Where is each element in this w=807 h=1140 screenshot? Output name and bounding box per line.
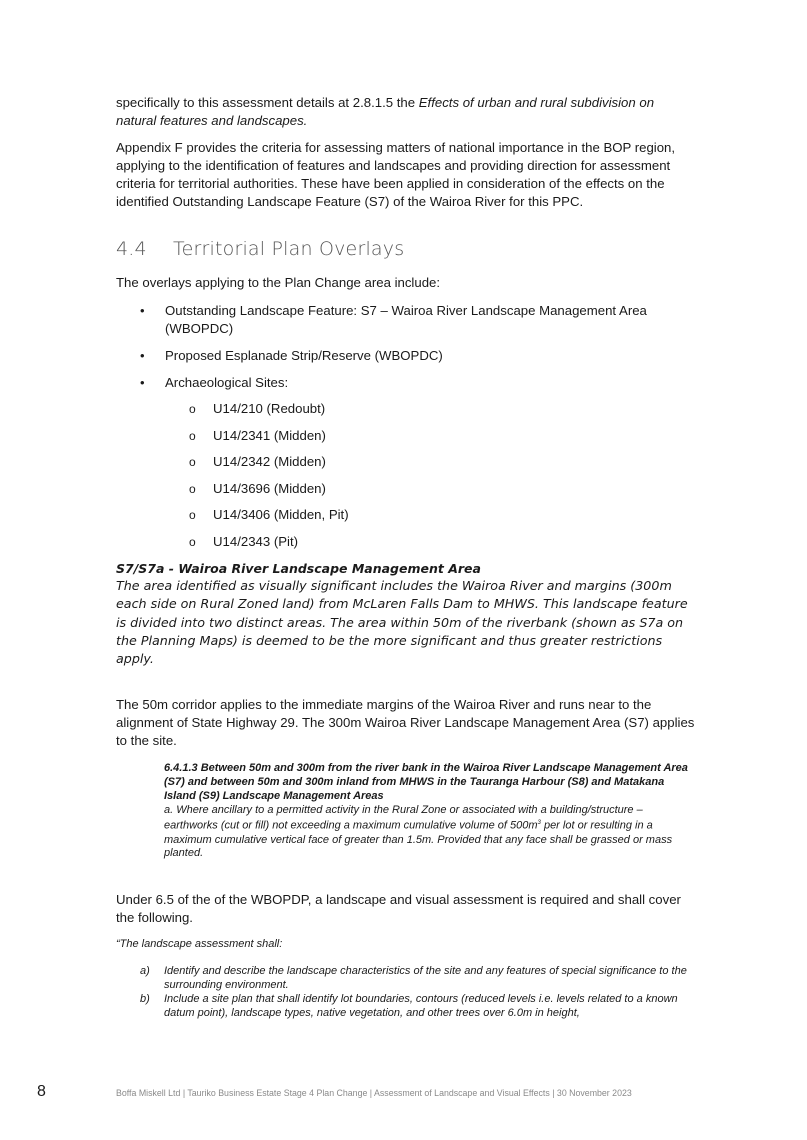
s7-body: The area identified as visually significant includes the Wairoa River and margins (300m each side on Rural Zoned land) from McLaren Falls Dam to MHWS. This landscape feature is divided into two distinct areas. The area within 50m of the riverbank (shown as S7a on the Planning Maps) is deemed to be the more significant and thus greater restrictions apply.: [116, 577, 688, 667]
page-footer: Boffa Miskell Ltd | Tauriko Business Estate Stage 4 Plan Change | Assessment of Landscape and Visual Effects | 30 November 2023: [116, 1088, 632, 1098]
rule-extract: [164, 762, 694, 861]
overlay-list: [116, 302, 696, 551]
criteria-item: b) Include a site plan that shall identify lot boundaries, contours (reduced levels i.e. levels related to a known datum point), landscape types, native vegetation, and other trees over 6.0m in height,: [140, 993, 678, 1019]
page-number: 8: [37, 1083, 46, 1100]
rule-heading: 6.4.1.3 Between 50m and 300m from the river bank in the Wairoa River Landscape Management Area (S7) and between 50m and 300m inland from MHWS in the Tauranga Harbour (S8) and Matakana Island (S9) Landscape Management Areas: [164, 762, 688, 802]
criteria-item: a) Identify and describe the landscape characteristics of the site and any features of special significance to the surrounding environment.: [140, 965, 687, 991]
rule-body: a. Where ancillary to a permitted activity in the Rural Zone or associated with a building/structure – earthworks (cut or fill) not exceeding a maximum cumulative volume of $500m^3$ per lot or resulting in a maximum cumulative vertical face of greater than 1.5m. Provided that any face shall be grassed or mass planted.: [164, 803, 673, 860]
s7-title: S7/S7a - Wairoa River Landscape Management Area: [116, 560, 481, 576]
section-heading: 4.4 Territorial Plan Overlays: [116, 238, 405, 260]
intro-paragraph-1: specifically to this assessment details at 2.8.1.5 the Effects of urban and rural subdivision on natural features and landscapes.: [116, 95, 655, 128]
section-lead: The overlays applying to the Plan Change area include:: [116, 275, 441, 290]
intro-paragraph-2: Appendix F provides the criteria for assessing matters of national importance in the BOP region, applying to the identification of features and landscapes and providing direction for assessment criteria for territorial authorities. These have been applied in consideration of the effects on the identified Outstanding Landscape Feature (S7) of the Wairoa River for this PPC.: [116, 140, 676, 209]
quote-intro: “The landscape assessment shall:: [116, 938, 283, 951]
site-item: o U14/2341 (Midden): [165, 427, 696, 445]
list-item: • Archaeological Sites: o U14/210 (Redoubt) o U14/2341 (Midden) o U14/2342 (Midden) o U14/3696 (Midden) o U14/3406 (Midden, Pit) o U14/2343 (Pit): [116, 374, 696, 551]
s7-extract: [116, 560, 696, 668]
archaeological-sites-list: [165, 400, 696, 551]
site-item: o U14/2343 (Pit): [165, 533, 696, 551]
corridor-paragraph: The 50m corridor applies to the immediate margins of the Wairoa River and runs near to the alignment of State Highway 29. The 300m Wairoa River Landscape Management Area (S7) applies to the site.: [116, 697, 695, 749]
list-item: • Outstanding Landscape Feature: S7 – Wairoa River Landscape Management Area (WBOPDC): [116, 302, 696, 338]
under-paragraph: Under 6.5 of the of the WBOPDP, a landscape and visual assessment is required and shall cover the following.: [116, 892, 681, 926]
site-item: o U14/3696 (Midden): [165, 480, 696, 498]
site-item: o U14/210 (Redoubt): [165, 400, 696, 418]
criteria-list: [116, 965, 696, 1020]
document-body: [116, 94, 696, 1021]
list-item: • Proposed Esplanade Strip/Reserve (WBOPDC): [116, 347, 696, 365]
site-item: o U14/3406 (Midden, Pit): [165, 506, 696, 524]
site-item: o U14/2342 (Midden): [165, 453, 696, 471]
